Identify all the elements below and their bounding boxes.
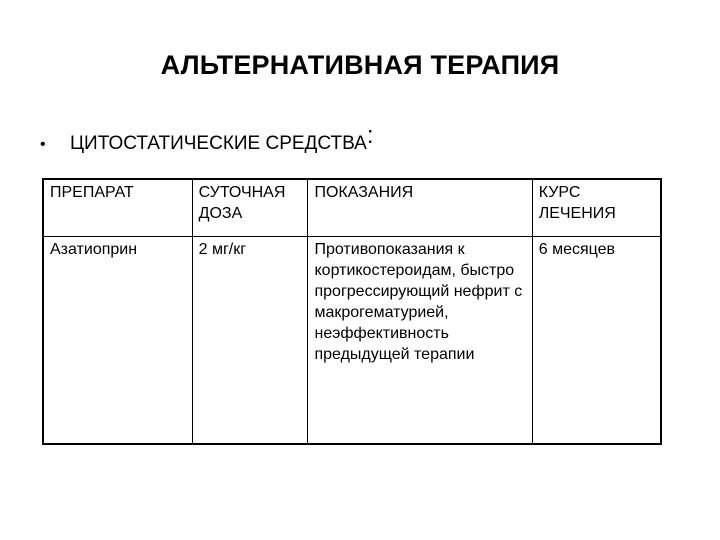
header-course: КУРС ЛЕЧЕНИЯ (532, 179, 661, 237)
bullet-colon: : (366, 122, 374, 149)
drug-table (42, 178, 662, 445)
bullet-item (40, 122, 374, 156)
cell-indications: Противопоказания к кортикостероидам, быстро прогрессирующий нефрит с макрогематурией, неэффективность предыдущей терапии (308, 237, 532, 445)
header-drug: ПРЕПАРАТ (43, 179, 192, 237)
bullet-text: ЦИТОСТАТИЧЕСКИЕ СРЕДСТВА (70, 133, 367, 154)
bullet-marker: • (40, 136, 46, 153)
header-daily-dose: СУТОЧНАЯ ДОЗА (192, 179, 308, 237)
cell-course: 6 месяцев (532, 237, 661, 445)
cell-drug: Азатиоприн (43, 237, 192, 445)
cell-daily-dose: 2 мг/кг (192, 237, 308, 445)
slide-title: АЛЬТЕРНАТИВНАЯ ТЕРАПИЯ (160, 50, 560, 80)
table-header-row (43, 179, 661, 237)
table-row (43, 237, 661, 445)
header-indications: ПОКАЗАНИЯ (308, 179, 532, 237)
